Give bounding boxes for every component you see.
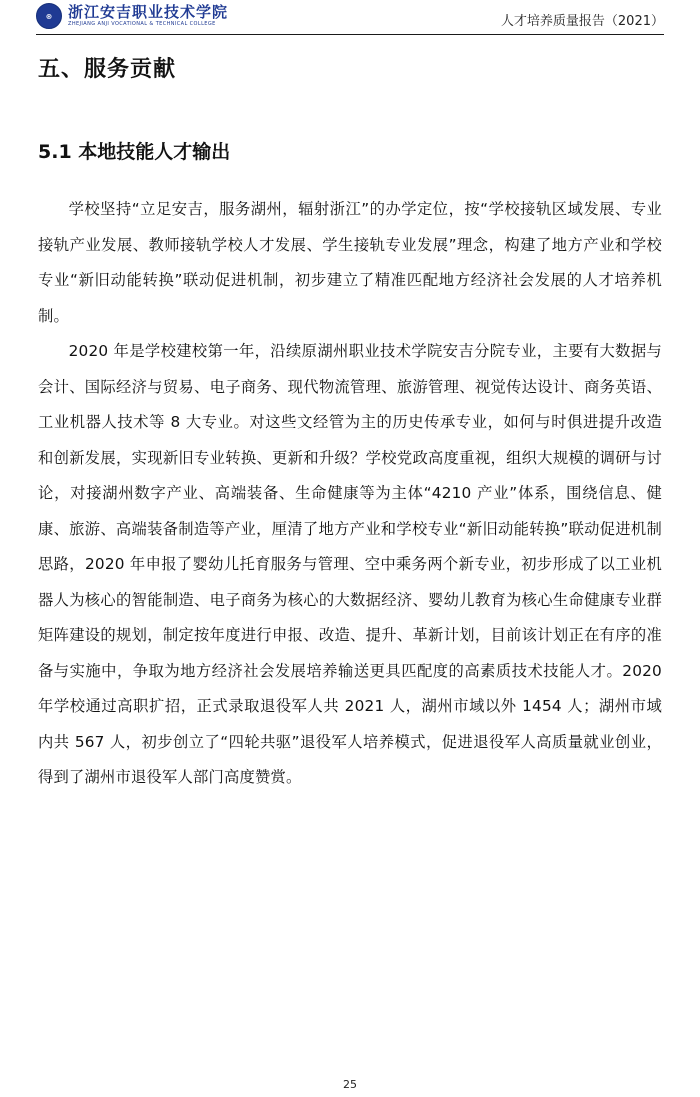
page-content xyxy=(38,50,662,796)
paragraph: 学校坚持“立足安吉，服务湖州，辐射浙江”的办学定位，按“学校接轨区域发展、专业接轨产业发展、教师接轨学校人才发展、学生接轨专业发展”理念，构建了地方产业和学校专业“新旧动能转换”联动促进机制，初步建立了精准匹配地方经济社会发展的人才培养机制。 xyxy=(38,200,662,325)
subsection-title: 5.1 本地技能人才输出 xyxy=(38,141,231,163)
logo-text xyxy=(68,5,228,27)
school-seal-icon: ⊛ xyxy=(36,3,62,29)
body-text xyxy=(38,192,662,796)
school-name: 浙江安吉职业技术学院 xyxy=(68,3,229,21)
paragraph: 2020 年是学校建校第一年，沿续原湖州职业技术学院安吉分院专业，主要有大数据与会计、国际经济与贸易、电子商务、现代物流管理、旅游管理、视觉传达设计、商务英语、工业机器人技术等 8 大专业。对这些文经管为主的历史传承专业，如何与时俱进提升改造和创新发展，实现新旧专业转换、更新和升级？学校党政高度重视，组织大规模的调研与讨论，对接湖州数字产业、高端装备、生命健康等为主体“4210 产业”体系，围绕信息、健康、旅游、高端装备制造等产业，厘清了地方产业和学校专业“新旧动能转换”联动促进机制思路，2020 年申报了婴幼儿托育服务与管理、空中乘务两个新专业，初步形成了以工业机器人为核心的智能制造、电子商务为核心的大数据经济、婴幼儿教育为核心生命健康专业群矩阵建设的规划，制定按年度进行申报、改造、提升、革新计划，目前该计划正在有序的准备与实施中，争取为地方经济社会发展培养输送更具匹配度的高素质技术技能人才。2020 年学校通过高职扩招，正式录取退役军人共 2021 人，湖州市域以外 1454 人；湖州市域内共 567 人，初步创立了“四轮共驱”退役军人培养模式，促进退役军人高质量就业创业，得到了湖州市退役军人部门高度赞赏。 xyxy=(38,342,662,786)
report-title: 人才培养质量报告（2021） xyxy=(500,14,664,29)
page-number: 25 xyxy=(343,1078,357,1091)
school-logo xyxy=(36,3,228,29)
page-header xyxy=(36,0,664,35)
school-name-en: ZHEJIANG ANJI VOCATIONAL & TECHNICAL COLLEGE xyxy=(68,21,216,27)
section-title: 五、服务贡献 xyxy=(38,57,177,82)
